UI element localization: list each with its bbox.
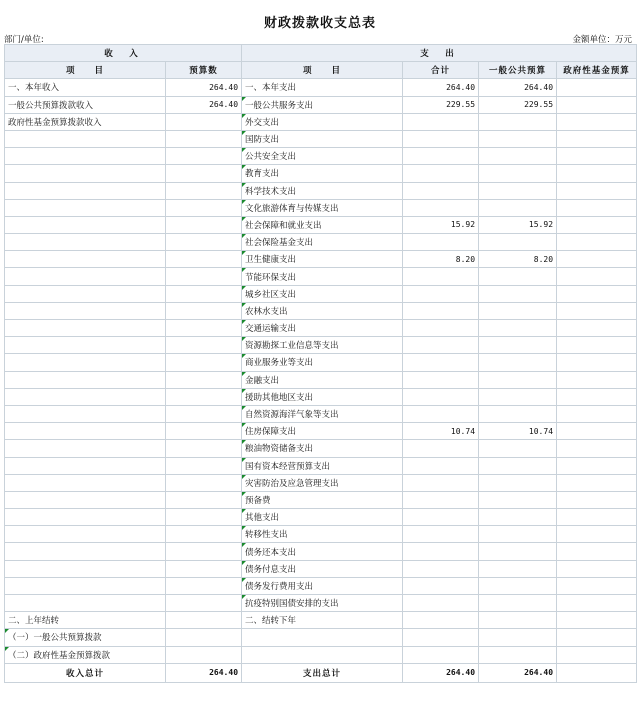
expense-fund-cell (557, 320, 637, 337)
expense-total-cell (403, 526, 479, 543)
income-value-cell (166, 474, 242, 491)
income-value-cell (166, 577, 242, 594)
expense-item-cell: 粮油物资储备支出 (242, 440, 403, 457)
expense-fund-cell (557, 182, 637, 199)
expense-fund-cell (557, 79, 637, 96)
income-value-cell (166, 612, 242, 629)
expense-fund-cell (557, 612, 637, 629)
income-value-cell (166, 148, 242, 165)
expense-total-cell: 15.92 (403, 216, 479, 233)
expense-total-cell (403, 302, 479, 319)
income-item-cell (5, 216, 166, 233)
expense-fund-cell (557, 509, 637, 526)
expense-total-cell (403, 165, 479, 182)
income-value-cell (166, 337, 242, 354)
expense-item-cell: 金融支出 (242, 371, 403, 388)
income-item-cell (5, 285, 166, 302)
table-row (5, 646, 637, 663)
expense-total-cell (403, 457, 479, 474)
income-item-cell (5, 509, 166, 526)
expense-item-cell: 公共安全支出 (242, 148, 403, 165)
income-item-cell (5, 388, 166, 405)
expense-total-cell (403, 405, 479, 422)
table-row (5, 268, 637, 285)
income-item-cell (5, 491, 166, 508)
expense-total-cell (403, 388, 479, 405)
expense-general-cell (479, 629, 557, 646)
income-item-cell (5, 371, 166, 388)
table-row (5, 96, 637, 113)
expense-fund-cell (557, 268, 637, 285)
income-item-cell: （一）一般公共预算拨款 (5, 629, 166, 646)
expense-total-cell (403, 148, 479, 165)
income-value-cell (166, 285, 242, 302)
expense-fund-cell (557, 234, 637, 251)
income-value-cell (166, 268, 242, 285)
expense-general-cell (479, 268, 557, 285)
expense-fund-cell (557, 526, 637, 543)
expense-fund-cell (557, 577, 637, 594)
expense-item-cell (242, 629, 403, 646)
table-body (5, 79, 637, 663)
table-row (5, 354, 637, 371)
expense-fund-cell (557, 423, 637, 440)
expense-item-cell: 文化旅游体育与传媒支出 (242, 199, 403, 216)
expense-general-total: 264.40 (479, 663, 557, 682)
expense-total-cell (403, 182, 479, 199)
expense-total-cell: 264.40 (403, 79, 479, 96)
expense-general-cell (479, 302, 557, 319)
expense-fund-cell (557, 285, 637, 302)
col-header-general: 一般公共预算 (479, 62, 557, 79)
income-item-cell (5, 423, 166, 440)
expense-item-cell: 债务付息支出 (242, 560, 403, 577)
expense-total-cell (403, 320, 479, 337)
table-row (5, 612, 637, 629)
income-value-cell: 264.40 (166, 96, 242, 113)
expense-total-cell (403, 113, 479, 130)
income-value-cell (166, 199, 242, 216)
expense-item-cell: 资源勘探工业信息等支出 (242, 337, 403, 354)
table-row (5, 113, 637, 130)
expense-total-cell (403, 474, 479, 491)
table-row (5, 577, 637, 594)
income-total-value: 264.40 (166, 663, 242, 682)
expense-item-cell: 农林水支出 (242, 302, 403, 319)
totals-row (5, 663, 637, 682)
expense-total-cell (403, 646, 479, 663)
table-row (5, 285, 637, 302)
income-item-cell (5, 405, 166, 422)
expense-fund-cell (557, 405, 637, 422)
income-item-cell (5, 337, 166, 354)
expense-total-label: 支出总计 (242, 663, 403, 682)
expense-item-cell: 城乡社区支出 (242, 285, 403, 302)
expense-fund-cell (557, 543, 637, 560)
col-header-budget: 预算数 (166, 62, 242, 79)
income-item-cell: 政府性基金预算拨款收入 (5, 113, 166, 130)
table-row (5, 629, 637, 646)
expense-total-cell (403, 612, 479, 629)
expense-total-cell (403, 234, 479, 251)
table-row (5, 405, 637, 422)
income-item-cell: 一、本年收入 (5, 79, 166, 96)
expense-fund-cell (557, 371, 637, 388)
expense-general-cell (479, 560, 557, 577)
income-item-cell (5, 251, 166, 268)
table-row (5, 388, 637, 405)
department-label: 部门/单位: (4, 35, 44, 45)
expense-total-cell (403, 543, 479, 560)
expense-fund-cell (557, 165, 637, 182)
income-value-cell (166, 234, 242, 251)
expense-fund-cell (557, 130, 637, 147)
table-row (5, 595, 637, 612)
table-row (5, 302, 637, 319)
expense-fund-cell (557, 199, 637, 216)
expense-fund-cell (557, 440, 637, 457)
table-row (5, 560, 637, 577)
expense-item-cell: 教育支出 (242, 165, 403, 182)
expense-general-cell (479, 285, 557, 302)
income-item-cell (5, 130, 166, 147)
expense-total-cell (403, 130, 479, 147)
expense-fund-cell (557, 337, 637, 354)
expense-general-cell (479, 612, 557, 629)
expense-item-cell: 科学技术支出 (242, 182, 403, 199)
expense-general-cell: 15.92 (479, 216, 557, 233)
expense-fund-cell (557, 491, 637, 508)
table-row (5, 337, 637, 354)
table-row (5, 130, 637, 147)
table-row (5, 148, 637, 165)
expense-general-cell (479, 388, 557, 405)
expense-total-cell (403, 491, 479, 508)
income-item-cell (5, 543, 166, 560)
income-value-cell (166, 216, 242, 233)
expense-item-cell: 节能环保支出 (242, 268, 403, 285)
income-item-cell: （二）政府性基金预算拨款 (5, 646, 166, 663)
table-row (5, 543, 637, 560)
expense-item-cell: 债务还本支出 (242, 543, 403, 560)
expense-total-cell (403, 268, 479, 285)
expense-general-cell (479, 595, 557, 612)
income-item-cell (5, 148, 166, 165)
expense-general-cell (479, 457, 557, 474)
table-row (5, 491, 637, 508)
expense-fund-cell (557, 113, 637, 130)
expense-total-cell (403, 577, 479, 594)
table-row (5, 165, 637, 182)
income-item-cell (5, 165, 166, 182)
expense-general-cell (479, 543, 557, 560)
expense-total-cell: 229.55 (403, 96, 479, 113)
income-value-cell (166, 113, 242, 130)
expense-fund-cell (557, 251, 637, 268)
expense-fund-cell (557, 457, 637, 474)
expense-general-cell (479, 320, 557, 337)
income-item-cell (5, 474, 166, 491)
income-item-cell: 二、上年结转 (5, 612, 166, 629)
table-row (5, 371, 637, 388)
expense-item-cell: 自然资源海洋气象等支出 (242, 405, 403, 422)
expense-item-cell: 社会保障和就业支出 (242, 216, 403, 233)
income-value-cell (166, 526, 242, 543)
income-value-cell (166, 440, 242, 457)
expense-item-cell: 其他支出 (242, 509, 403, 526)
expense-general-cell (479, 371, 557, 388)
expense-fund-cell (557, 560, 637, 577)
unit-label: 金额单位：万元 (572, 35, 632, 45)
col-header-total: 合计 (403, 62, 479, 79)
expense-general-cell (479, 526, 557, 543)
expense-total-cell (403, 354, 479, 371)
section-header-row (5, 45, 637, 62)
income-item-cell (5, 182, 166, 199)
expense-item-cell: 转移性支出 (242, 526, 403, 543)
income-value-cell (166, 543, 242, 560)
income-section-header: 收 入 (5, 45, 242, 62)
income-value-cell (166, 560, 242, 577)
expense-general-cell (479, 234, 557, 251)
expense-general-cell (479, 354, 557, 371)
table-row (5, 526, 637, 543)
income-item-cell (5, 268, 166, 285)
income-item-cell (5, 457, 166, 474)
budget-table (4, 44, 637, 683)
expense-item-cell: 卫生健康支出 (242, 251, 403, 268)
expense-general-cell (479, 113, 557, 130)
table-row (5, 320, 637, 337)
income-item-cell (5, 440, 166, 457)
income-item-cell (5, 577, 166, 594)
income-value-cell (166, 388, 242, 405)
expense-item-cell: 灾害防治及应急管理支出 (242, 474, 403, 491)
income-value-cell (166, 491, 242, 508)
col-header-expense-item: 项 目 (242, 62, 403, 79)
expense-general-cell: 8.20 (479, 251, 557, 268)
expense-fund-cell (557, 148, 637, 165)
income-item-cell: 一般公共预算拨款收入 (5, 96, 166, 113)
expense-general-cell (479, 337, 557, 354)
expense-total-cell (403, 509, 479, 526)
income-item-cell (5, 354, 166, 371)
expense-item-cell: 住房保障支出 (242, 423, 403, 440)
expense-total-value: 264.40 (403, 663, 479, 682)
expense-general-cell (479, 130, 557, 147)
column-header-row (5, 62, 637, 79)
income-value-cell (166, 371, 242, 388)
expense-general-cell (479, 148, 557, 165)
expense-item-cell: 预备费 (242, 491, 403, 508)
expense-total-cell (403, 440, 479, 457)
expense-item-cell: 国有资本经营预算支出 (242, 457, 403, 474)
expense-fund-cell (557, 354, 637, 371)
expense-total-cell (403, 285, 479, 302)
expense-general-cell (479, 474, 557, 491)
col-header-fund: 政府性基金预算 (557, 62, 637, 79)
expense-general-cell (479, 165, 557, 182)
expense-total-cell: 10.74 (403, 423, 479, 440)
expense-total-cell (403, 337, 479, 354)
income-value-cell (166, 629, 242, 646)
income-value-cell (166, 302, 242, 319)
expense-total-cell (403, 629, 479, 646)
expense-item-cell (242, 646, 403, 663)
col-header-income-item: 项 目 (5, 62, 166, 79)
income-value-cell (166, 646, 242, 663)
income-value-cell (166, 130, 242, 147)
expense-general-cell: 10.74 (479, 423, 557, 440)
income-value-cell (166, 405, 242, 422)
expense-total-cell: 8.20 (403, 251, 479, 268)
income-value-cell (166, 320, 242, 337)
expense-item-cell: 一般公共服务支出 (242, 96, 403, 113)
expense-fund-cell (557, 595, 637, 612)
table-row (5, 423, 637, 440)
table-row (5, 216, 637, 233)
income-total-label: 收入总计 (5, 663, 166, 682)
table-row (5, 79, 637, 96)
table-row (5, 251, 637, 268)
income-value-cell (166, 509, 242, 526)
expense-item-cell: 抗疫特别国债安排的支出 (242, 595, 403, 612)
expense-item-cell: 外交支出 (242, 113, 403, 130)
income-value-cell (166, 354, 242, 371)
income-item-cell (5, 199, 166, 216)
expense-item-cell: 二、结转下年 (242, 612, 403, 629)
income-value-cell (166, 251, 242, 268)
expense-general-cell (479, 182, 557, 199)
expense-item-cell: 债务发行费用支出 (242, 577, 403, 594)
expense-fund-cell (557, 302, 637, 319)
expense-fund-cell (557, 388, 637, 405)
expense-general-cell (479, 491, 557, 508)
expense-general-cell (479, 440, 557, 457)
income-item-cell (5, 595, 166, 612)
income-item-cell (5, 526, 166, 543)
income-item-cell (5, 234, 166, 251)
expense-item-cell: 援助其他地区支出 (242, 388, 403, 405)
expense-item-cell: 一、本年支出 (242, 79, 403, 96)
table-row (5, 234, 637, 251)
income-item-cell (5, 320, 166, 337)
page-title: 财政拨款收支总表 (263, 16, 376, 31)
table-row (5, 474, 637, 491)
expense-item-cell: 交通运输支出 (242, 320, 403, 337)
income-value-cell (166, 165, 242, 182)
expense-item-cell: 国防支出 (242, 130, 403, 147)
expense-fund-cell (557, 216, 637, 233)
expense-general-cell (479, 405, 557, 422)
expense-fund-cell (557, 474, 637, 491)
table-row (5, 199, 637, 216)
expense-fund-total (557, 663, 637, 682)
income-value-cell (166, 595, 242, 612)
expense-general-cell: 264.40 (479, 79, 557, 96)
table-row (5, 440, 637, 457)
table-row (5, 509, 637, 526)
expense-general-cell (479, 199, 557, 216)
income-value-cell: 264.40 (166, 79, 242, 96)
income-value-cell (166, 182, 242, 199)
expense-general-cell (479, 509, 557, 526)
expense-total-cell (403, 595, 479, 612)
expense-item-cell: 社会保险基金支出 (242, 234, 403, 251)
table-row (5, 182, 637, 199)
expense-total-cell (403, 371, 479, 388)
expense-fund-cell (557, 96, 637, 113)
expense-total-cell (403, 199, 479, 216)
expense-item-cell: 商业服务业等支出 (242, 354, 403, 371)
income-value-cell (166, 457, 242, 474)
expense-fund-cell (557, 646, 637, 663)
expense-general-cell (479, 646, 557, 663)
income-item-cell (5, 560, 166, 577)
expense-total-cell (403, 560, 479, 577)
income-item-cell (5, 302, 166, 319)
table-row (5, 457, 637, 474)
expense-general-cell (479, 577, 557, 594)
income-value-cell (166, 423, 242, 440)
expense-fund-cell (557, 629, 637, 646)
expense-section-header: 支 出 (242, 45, 637, 62)
expense-general-cell: 229.55 (479, 96, 557, 113)
